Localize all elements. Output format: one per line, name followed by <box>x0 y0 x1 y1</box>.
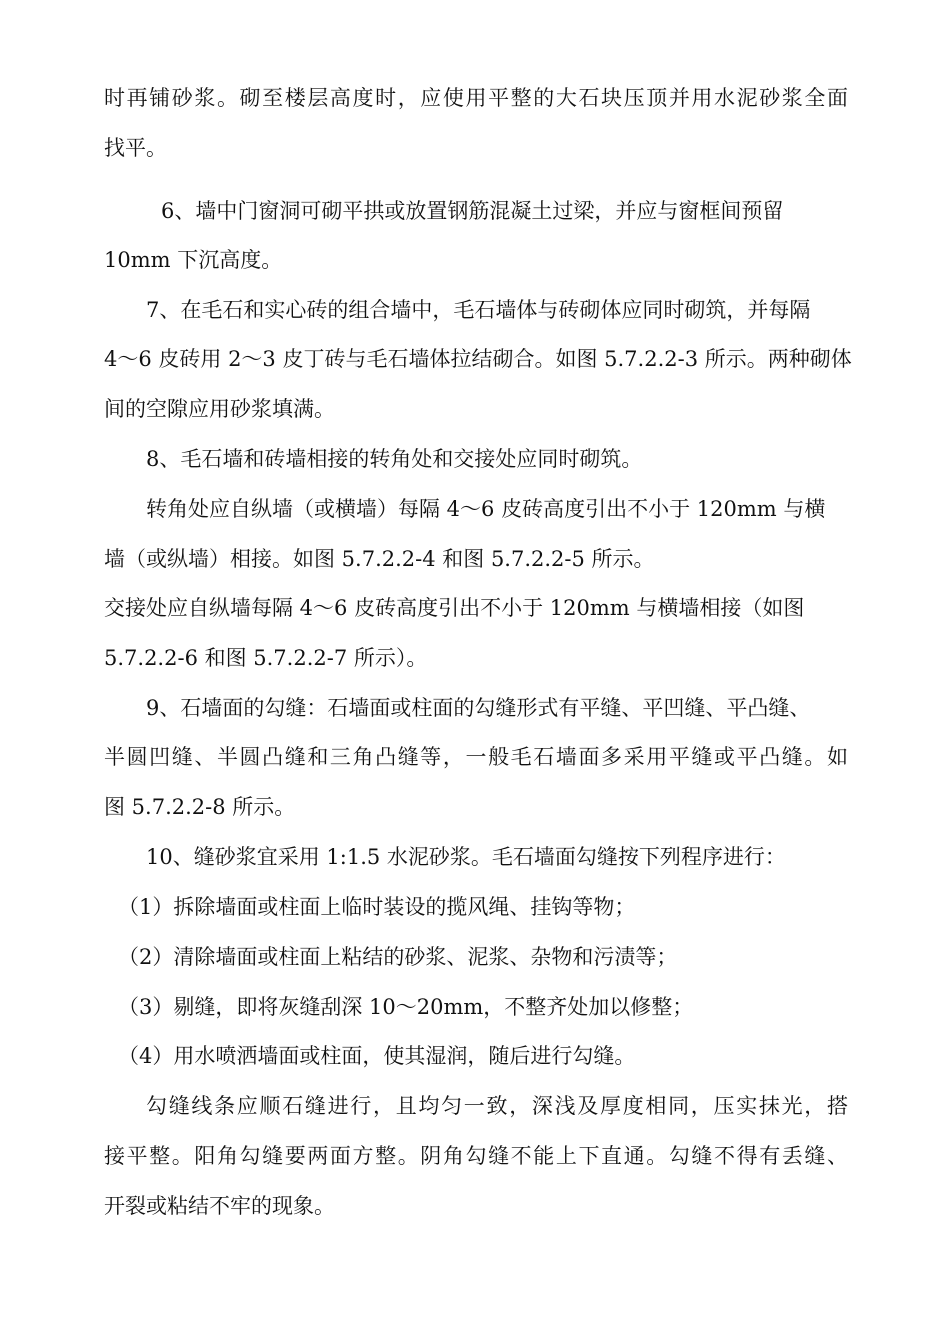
text-line: 4～6 皮砖用 2～3 皮丁砖与毛石墙体拉结砌合。如图 5.7.2.2-3 所示。两种砌体 <box>104 347 852 371</box>
text-line: 找平。 <box>104 136 167 160</box>
text-line: 勾缝线条应顺石缝进行，且均匀一致，深浅及厚度相同，压实抹光，搭 <box>146 1094 848 1118</box>
list-item: （3）剔缝，即将灰缝刮深 10～20mm，不整齐处加以修整； <box>118 995 694 1019</box>
list-item: （2）清除墙面或柱面上粘结的砂浆、泥浆、杂物和污渍等； <box>118 945 678 969</box>
text-line: 转角处应自纵墙（或横墙）每隔 4～6 皮砖高度引出不小于 120mm 与横 <box>146 497 826 521</box>
text-line: 半圆凹缝、半圆凸缝和三角凸缝等，一般毛石墙面多采用平缝或平凸缝。如 <box>104 745 848 769</box>
text-line: 8、毛石墙和砖墙相接的转角处和交接处应同时砌筑。 <box>146 447 643 471</box>
list-item: （1）拆除墙面或柱面上临时装设的揽风绳、挂钩等物； <box>118 895 636 919</box>
text-line: 墙（或纵墙）相接。如图 5.7.2.2-4 和图 5.7.2.2-5 所示。 <box>104 547 655 571</box>
text-line: 9、石墙面的勾缝：石墙面或柱面的勾缝形式有平缝、平凹缝、平凸缝、 <box>146 696 811 720</box>
text-line: 5.7.2.2-6 和图 5.7.2.2-7 所示）。 <box>104 646 428 670</box>
list-item: （4）用水喷洒墙面或柱面，使其湿润，随后进行勾缝。 <box>118 1044 636 1068</box>
text-line: 10、缝砂浆宜采用 1:1.5 水泥砂浆。毛石墙面勾缝按下列程序进行： <box>146 845 786 869</box>
text-line: 10mm 下沉高度。 <box>104 248 283 272</box>
text-line: 开裂或粘结不牢的现象。 <box>104 1194 335 1218</box>
text-line: 6、墙中门窗洞可砌平拱或放置钢筋混凝土过梁，并应与窗框间预留 <box>161 199 784 223</box>
text-line: 交接处应自纵墙每隔 4～6 皮砖高度引出不小于 120mm 与横墙相接（如图 <box>104 596 805 620</box>
text-line: 时再铺砂浆。砌至楼层高度时，应使用平整的大石块压顶并用水泥砂浆全面 <box>104 86 848 110</box>
text-line: 间的空隙应用砂浆填满。 <box>104 397 335 421</box>
text-line: 图 5.7.2.2-8 所示。 <box>104 795 296 819</box>
text-line: 接平整。阳角勾缝要两面方整。阴角勾缝不能上下直通。勾缝不得有丢缝、 <box>104 1144 848 1168</box>
text-line: 7、在毛石和实心砖的组合墙中，毛石墙体与砖砌体应同时砌筑，并每隔 <box>146 298 811 322</box>
